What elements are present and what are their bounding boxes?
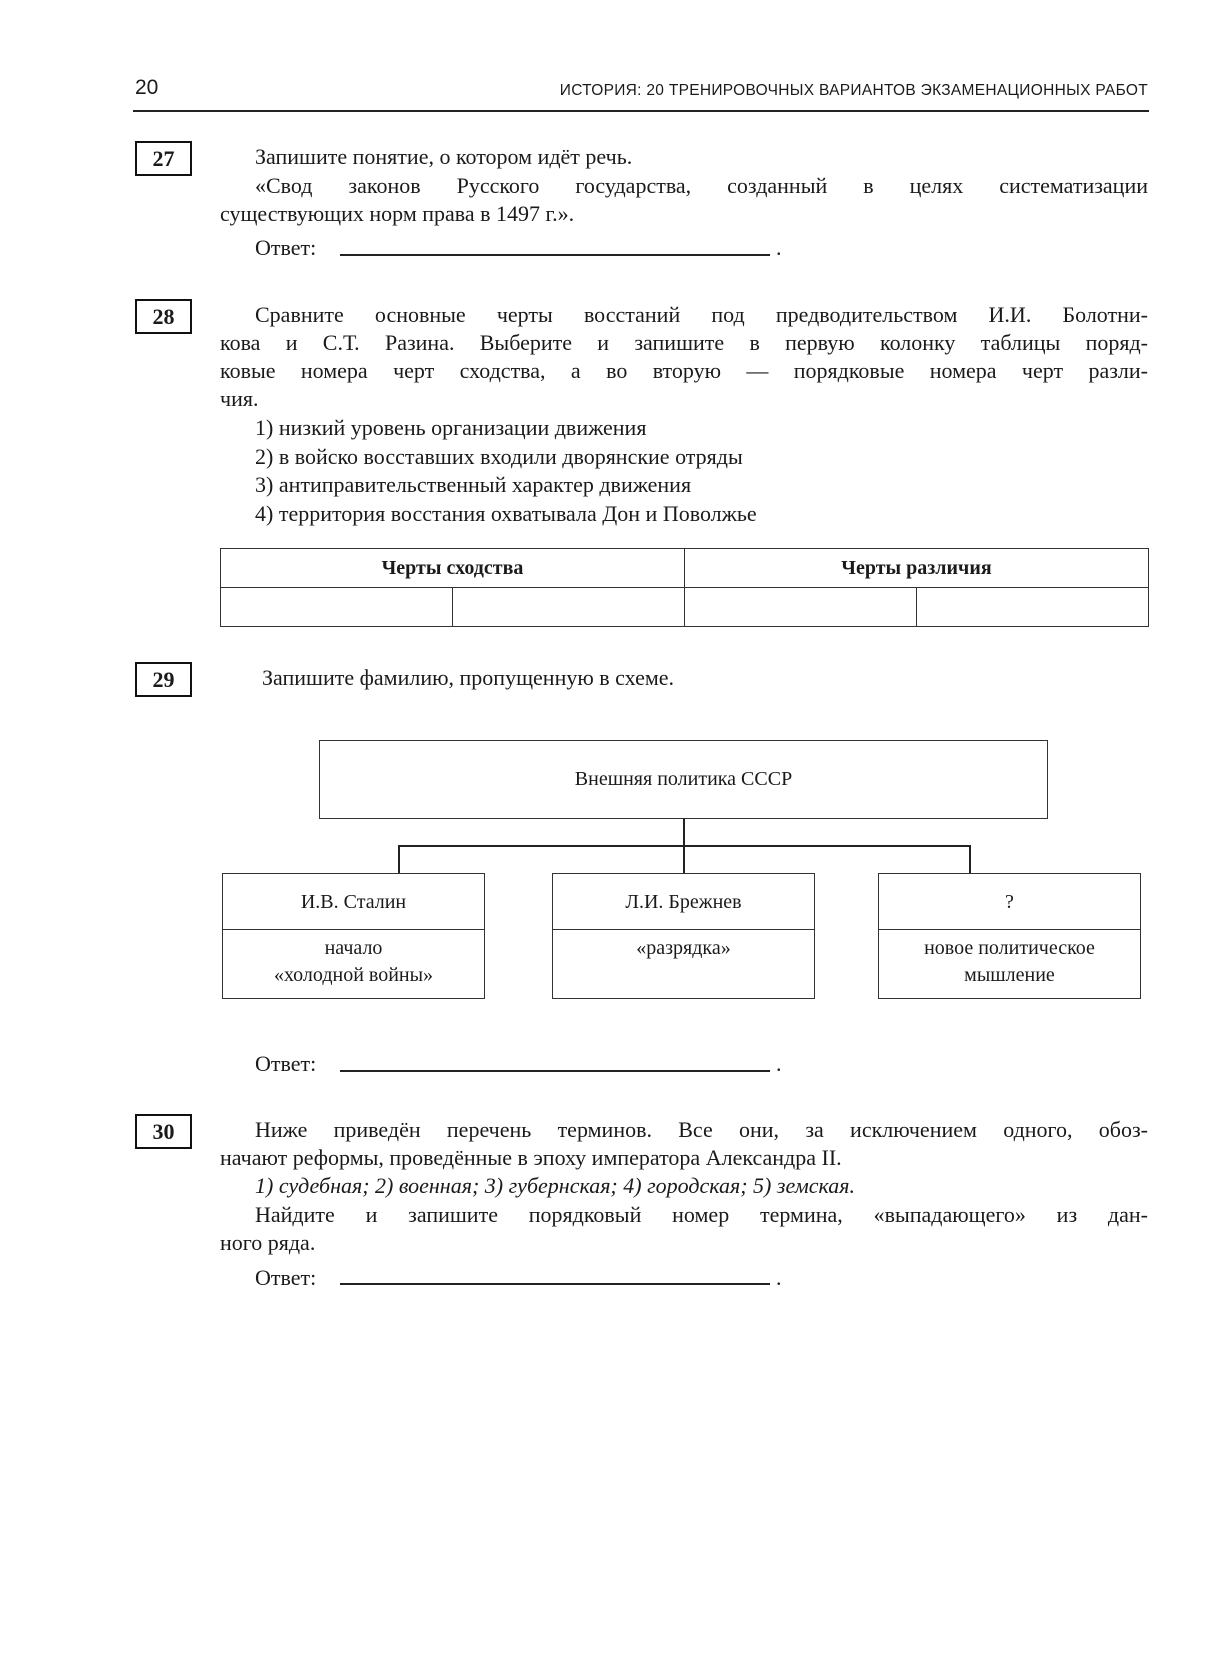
leader-name-missing: ? bbox=[879, 874, 1140, 930]
q30-line-4: Найдите и запишите порядковый номер термина, «выпадающего» из дан- bbox=[255, 1202, 1148, 1227]
q29-text: Запишите фамилию, пропущенную в схеме. bbox=[262, 665, 675, 690]
header-similarities: Черты сходства bbox=[221, 549, 685, 588]
answer-field-29[interactable] bbox=[340, 1070, 770, 1072]
leader-name: И.В. Сталин bbox=[223, 874, 484, 930]
diagram-root-label: Внешняя политика СССР bbox=[574, 768, 793, 790]
header-rule bbox=[133, 110, 1149, 112]
header-differences: Черты различия bbox=[685, 549, 1149, 588]
answer-field-30[interactable] bbox=[340, 1283, 770, 1285]
answer-cell-similarity-2[interactable] bbox=[453, 588, 685, 627]
q28-line-3: ковые номера черт сходства, а во вторую — порядковые номера черт разли- bbox=[220, 358, 1148, 383]
q28-item-1: 1) низкий уровень организации движения bbox=[255, 415, 647, 440]
question-number-29: 29 bbox=[135, 662, 192, 697]
q28-item-4: 4) территория восстания охватывала Дон и Поволжье bbox=[255, 501, 757, 526]
answer-dot: . bbox=[776, 1051, 782, 1076]
diagram-box-stalin bbox=[222, 873, 485, 999]
connector bbox=[398, 845, 400, 873]
q28-line-2: кова и С.Т. Разина. Выберите и запишите в первую колонку таблицы поряд- bbox=[220, 330, 1148, 355]
diagram-box-brezhnev bbox=[552, 873, 815, 999]
question-number-28: 28 bbox=[135, 299, 192, 334]
answer-label: Ответ: bbox=[255, 235, 317, 260]
leader-desc-line: начало bbox=[324, 937, 383, 959]
answer-cell-difference-1[interactable] bbox=[685, 588, 917, 627]
q27-line-3: существующих норм права в 1497 г.». bbox=[220, 201, 575, 226]
answer-field-27[interactable] bbox=[340, 254, 770, 256]
diagram-box-unknown bbox=[878, 873, 1141, 999]
answer-dot: . bbox=[776, 1265, 782, 1290]
q28-item-2: 2) в войско восставших входили дворянские отряды bbox=[255, 444, 743, 469]
leader-name: Л.И. Брежнев bbox=[553, 874, 814, 930]
answer-cell-similarity-1[interactable] bbox=[221, 588, 453, 627]
leader-desc-line: новое политическое bbox=[924, 937, 1095, 959]
answer-cell-difference-2[interactable] bbox=[917, 588, 1149, 627]
page-number: 20 bbox=[135, 76, 159, 99]
leader-desc-line: «разрядка» bbox=[636, 937, 731, 959]
q27-line-1: Запишите понятие, о котором идёт речь. bbox=[255, 144, 633, 169]
question-number-27: 27 bbox=[135, 141, 192, 176]
leader-desc-line: мышление bbox=[964, 964, 1055, 986]
q30-terms: 1) судебная; 2) военная; 3) губернская; 4) городская; 5) земская. bbox=[255, 1173, 855, 1198]
q30-line-5: ного ряда. bbox=[220, 1230, 316, 1255]
comparison-table bbox=[220, 548, 1149, 627]
answer-dot: . bbox=[776, 235, 782, 260]
q27-line-2: «Свод законов Русского государства, созданный в целях систематизации bbox=[255, 173, 1148, 198]
diagram-root-box bbox=[319, 740, 1048, 819]
answer-label: Ответ: bbox=[255, 1051, 317, 1076]
running-header: ИСТОРИЯ: 20 ТРЕНИРОВОЧНЫХ ВАРИАНТОВ ЭКЗАМЕНАЦИОННЫХ РАБОТ bbox=[559, 82, 1148, 99]
connector bbox=[398, 845, 970, 847]
question-number-30: 30 bbox=[135, 1114, 192, 1149]
q28-line-4: чия. bbox=[220, 386, 259, 411]
q30-line-2: начают реформы, проведённые в эпоху императора Александра II. bbox=[220, 1145, 842, 1170]
connector bbox=[969, 845, 971, 873]
q30-line-1: Ниже приведён перечень терминов. Все они, за исключением одного, обоз- bbox=[255, 1117, 1148, 1142]
answer-label: Ответ: bbox=[255, 1265, 317, 1290]
q28-item-3: 3) антиправительственный характер движения bbox=[255, 472, 692, 497]
leader-desc-line: «холодной войны» bbox=[273, 964, 434, 986]
q28-line-1: Сравните основные черты восстаний под предводительством И.И. Болотни- bbox=[255, 302, 1148, 327]
